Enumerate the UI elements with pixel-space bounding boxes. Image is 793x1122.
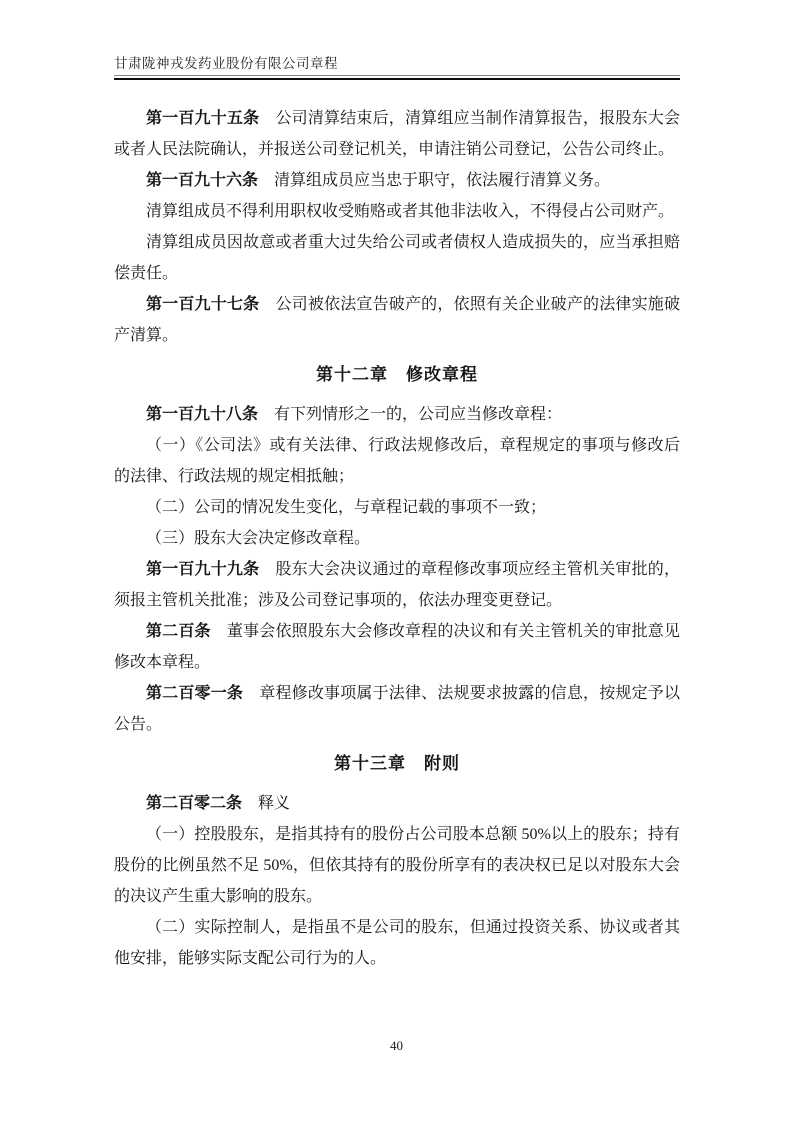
article-text: 有下列情形之一的，公司应当修改章程： [258,406,563,423]
article-number: 第一百九十九条 [146,561,260,578]
body-paragraph: （三）股东大会决定修改章程。 [146,530,371,547]
chapter-heading: 第十三章 附则 [334,754,460,773]
header-rule [114,75,680,80]
article-paragraph [114,678,680,740]
article-number: 第二百零一条 [146,685,244,702]
page-number: 40 [390,1038,403,1053]
article-paragraph [114,103,680,165]
article-number: 第一百九十七条 [146,296,260,313]
article-text: 董事会依照股东大会修改章程的决议和有关主管机关的审批意见修改本章程。 [114,623,680,671]
chapter-heading: 第十二章 修改章程 [316,365,478,384]
body-paragraph: （一）控股股东，是指其持有的股份占公司股本总额 50%以上的股东；持有股份的比例虽然不足 50%，但依其持有的股份所享有的表决权已足以对股东大会的决议产生重大影响的股东。 [114,826,680,905]
article-text: 释义 [242,795,291,812]
article-paragraph [114,165,680,196]
article-number: 第二百条 [146,623,211,640]
article-text: 公司清算结束后，清算组应当制作清算报告，报股东大会或者人民法院确认，并报送公司登记机关，申请注销公司登记，公告公司终止。 [114,110,680,158]
article-number: 第一百九十五条 [146,110,260,127]
article-number: 第二百零二条 [146,795,243,812]
article-text: 清算组成员应当忠于职守，依法履行清算义务。 [258,172,611,189]
article-text: 章程修改事项属于法律、法规要求披露的信息，按规定予以公告。 [114,685,680,733]
article-paragraph [114,616,680,678]
body-paragraph: （二）公司的情况发生变化，与章程记载的事项不一致； [146,499,547,516]
document-body [114,103,680,974]
body-paragraph: （二）实际控制人，是指虽不是公司的股东，但通过投资关系、协议或者其他安排，能够实际支配公司行为的人。 [114,919,680,967]
page-footer [0,1037,793,1055]
body-paragraph: 清算组成员不得利用职权收受贿赂或者其他非法收入，不得侵占公司财产。 [146,203,675,220]
article-paragraph [114,289,680,351]
body-paragraph: （一）《公司法》或有关法律、行政法规修改后，章程规定的事项与修改后的法律、行政法规的规定相抵触； [114,437,680,485]
article-paragraph [114,554,680,616]
page-header-title: 甘肃陇神戎发药业股份有限公司章程 [114,56,338,71]
body-paragraph: 清算组成员因故意或者重大过失给公司或者债权人造成损失的，应当承担赔偿责任。 [114,234,680,282]
article-paragraph [114,788,680,819]
article-number: 第一百九十八条 [146,406,259,423]
article-text: 公司被依法宣告破产的，依照有关企业破产的法律实施破产清算。 [114,296,680,344]
article-text: 股东大会决议通过的章程修改事项应经主管机关审批的，须报主管机关批准；涉及公司登记事项的，依法办理变更登记。 [114,561,680,609]
article-number: 第一百九十六条 [146,172,259,189]
page-header [114,55,680,80]
article-paragraph [114,399,680,430]
